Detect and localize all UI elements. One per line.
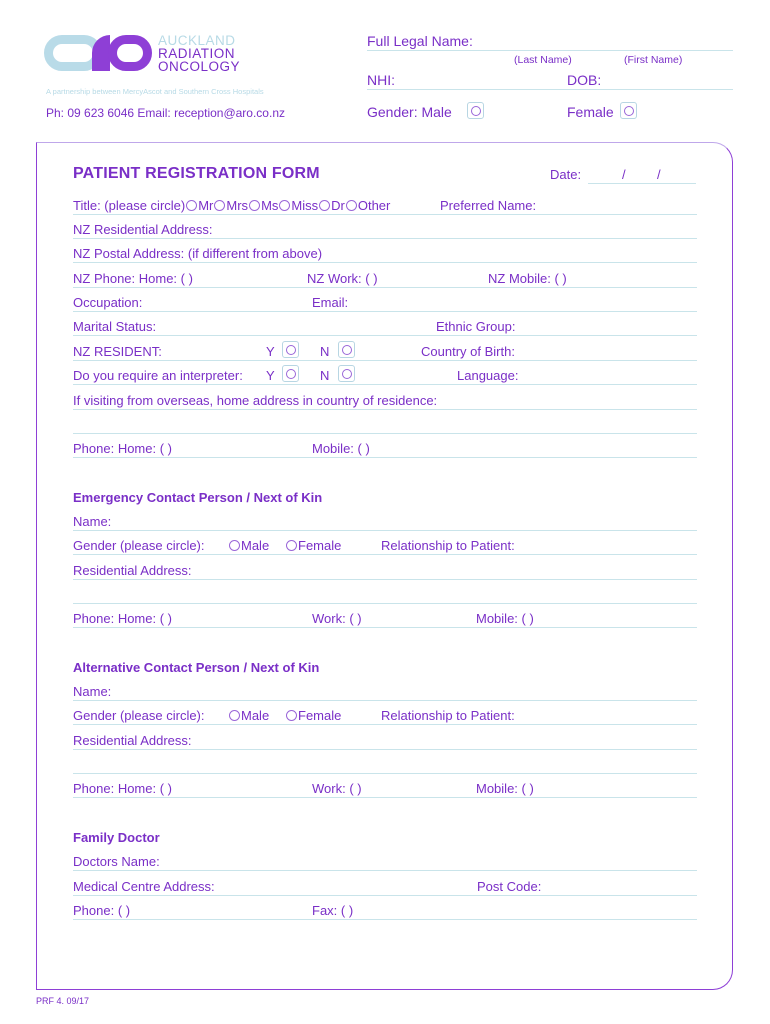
date-slash-2: /: [657, 167, 661, 182]
alternative-address-line-2[interactable]: [73, 773, 697, 774]
resident-line[interactable]: [73, 360, 697, 361]
alternative-phone-line[interactable]: [73, 797, 697, 798]
overseas-line-1[interactable]: [73, 409, 697, 410]
country-of-birth-label: Country of Birth:: [421, 344, 515, 359]
emergency-name-line[interactable]: [73, 530, 697, 531]
title-mr-circle[interactable]: [186, 200, 197, 211]
alternative-female-option[interactable]: [285, 708, 341, 723]
title-label: Title: (please circle): [73, 198, 186, 213]
doctor-name-line[interactable]: [73, 870, 697, 871]
logo-o-shape: [108, 35, 152, 71]
emergency-female-circle[interactable]: [286, 540, 297, 551]
postal-address-label: NZ Postal Address: (if different from above): [73, 246, 323, 261]
title-other-circle[interactable]: [346, 200, 357, 211]
alternative-gender-line[interactable]: [73, 724, 697, 725]
title-miss[interactable]: Miss: [291, 198, 319, 213]
ethnic-group-label: Ethnic Group:: [436, 319, 516, 334]
emergency-gender-line[interactable]: [73, 554, 697, 555]
doctor-phone-label: Phone: ( ): [73, 903, 131, 918]
tagline: A partnership between MercyAscot and Southern Cross Hospitals: [46, 87, 264, 96]
alternative-male-circle[interactable]: [229, 710, 240, 721]
brand-line-2: RADIATION: [158, 46, 236, 61]
nz-phone-home-label: NZ Phone: Home: ( ): [73, 271, 193, 286]
emergency-address-line-2[interactable]: [73, 603, 697, 604]
alternative-address-label: Residential Address:: [73, 733, 192, 748]
marital-line[interactable]: [73, 335, 697, 336]
emergency-relationship-label: Relationship to Patient:: [381, 538, 515, 553]
contact-info: Ph: 09 623 6046 Email: reception@aro.co.nz: [46, 106, 285, 120]
overseas-phone-line[interactable]: [73, 457, 697, 458]
emergency-phone-line[interactable]: [73, 627, 697, 628]
full-legal-name-line[interactable]: [367, 50, 733, 51]
resident-yes-label: Y: [266, 344, 275, 359]
overseas-label: If visiting from overseas, home address in country of residence:: [73, 393, 438, 408]
title-ms[interactable]: Ms: [261, 198, 279, 213]
alternative-heading: Alternative Contact Person / Next of Kin: [73, 660, 320, 675]
emergency-female-option[interactable]: [285, 538, 341, 553]
doctor-name-label: Doctors Name:: [73, 854, 160, 869]
gender-female-radio[interactable]: [620, 102, 637, 119]
interpreter-no-label: N: [320, 368, 330, 383]
date-line[interactable]: [588, 183, 696, 184]
resident-no-radio[interactable]: [338, 341, 355, 358]
alternative-phone-home-label: Phone: Home: ( ): [73, 781, 172, 796]
interpreter-label: Do you require an interpreter:: [73, 368, 243, 383]
title-mrs-circle[interactable]: [214, 200, 225, 211]
alternative-name-label: Name:: [73, 684, 112, 699]
emergency-mobile-label: Mobile: ( ): [476, 611, 534, 626]
title-line[interactable]: [73, 214, 697, 215]
medical-centre-label: Medical Centre Address:: [73, 879, 215, 894]
form-title: PATIENT REGISTRATION FORM: [73, 165, 320, 182]
occupation-label: Occupation:: [73, 295, 143, 310]
marital-status-label: Marital Status:: [73, 319, 157, 334]
last-name-hint: (Last Name): [514, 54, 572, 66]
emergency-phone-home-label: Phone: Home: ( ): [73, 611, 172, 626]
interpreter-no-radio[interactable]: [338, 365, 355, 382]
alternative-female-circle[interactable]: [286, 710, 297, 721]
title-dr[interactable]: Dr: [331, 198, 345, 213]
alternative-relationship-label: Relationship to Patient:: [381, 708, 515, 723]
emergency-gender-label: Gender (please circle):: [73, 538, 205, 553]
title-other[interactable]: Other: [357, 198, 391, 213]
email-label: Email:: [312, 295, 349, 310]
title-row: [73, 198, 390, 213]
first-name-hint: (First Name): [624, 54, 683, 66]
emergency-male-circle[interactable]: [229, 540, 240, 551]
interpreter-yes-radio[interactable]: [282, 365, 299, 382]
alternative-name-line[interactable]: [73, 700, 697, 701]
brand-line-1: AUCKLAND: [158, 33, 236, 48]
residential-address-line[interactable]: [73, 238, 697, 239]
title-miss-circle[interactable]: [279, 200, 290, 211]
nz-resident-label: NZ RESIDENT:: [73, 344, 162, 359]
emergency-male-label[interactable]: Male: [241, 538, 270, 553]
resident-yes-radio[interactable]: [282, 341, 299, 358]
emergency-male-option[interactable]: [228, 538, 269, 553]
nhi-label: NHI:: [367, 72, 395, 88]
dob-label: DOB:: [567, 72, 602, 88]
gender-male-radio[interactable]: [467, 102, 484, 119]
alternative-female-label[interactable]: Female: [298, 708, 342, 723]
resident-no-label: N: [320, 344, 330, 359]
full-legal-name-label: Full Legal Name:: [367, 33, 473, 49]
title-ms-circle[interactable]: [249, 200, 260, 211]
language-label: Language:: [457, 368, 519, 383]
emergency-heading: Emergency Contact Person / Next of Kin: [73, 490, 323, 505]
doctor-fax-label: Fax: ( ): [312, 903, 354, 918]
emergency-address-line-1[interactable]: [73, 579, 697, 580]
alternative-work-label: Work: ( ): [312, 781, 362, 796]
alternative-address-line-1[interactable]: [73, 749, 697, 750]
alternative-male-option[interactable]: [228, 708, 269, 723]
overseas-phone-home-label: Phone: Home: ( ): [73, 441, 172, 456]
medical-centre-line[interactable]: [73, 895, 697, 896]
nz-work-label: NZ Work: ( ): [307, 271, 378, 286]
alternative-gender-label: Gender (please circle):: [73, 708, 205, 723]
emergency-address-label: Residential Address:: [73, 563, 192, 578]
emergency-work-label: Work: ( ): [312, 611, 362, 626]
nz-phone-line[interactable]: [73, 287, 697, 288]
overseas-mobile-label: Mobile: ( ): [312, 441, 370, 456]
doctor-phone-line[interactable]: [73, 919, 697, 920]
gender-male-label: Gender: Male: [367, 104, 452, 120]
interpreter-line[interactable]: [73, 384, 697, 385]
post-code-label: Post Code:: [477, 879, 542, 894]
emergency-female-label[interactable]: Female: [298, 538, 342, 553]
occupation-line[interactable]: [73, 311, 697, 312]
nhi-dob-line[interactable]: [367, 89, 733, 90]
date-label: Date:: [550, 167, 582, 182]
form-code: PRF 4. 09/17: [36, 996, 90, 1006]
overseas-line-2[interactable]: [73, 433, 697, 434]
doctor-heading: Family Doctor: [73, 830, 160, 845]
title-dr-circle[interactable]: [319, 200, 330, 211]
residential-address-label: NZ Residential Address:: [73, 222, 213, 237]
nz-mobile-label: NZ Mobile: ( ): [488, 271, 567, 286]
title-mrs[interactable]: Mrs: [226, 198, 249, 213]
postal-address-line[interactable]: [73, 262, 697, 263]
gender-female-label: Female: [567, 104, 614, 120]
interpreter-yes-label: Y: [266, 368, 275, 383]
preferred-name-label: Preferred Name:: [440, 198, 537, 213]
title-mr[interactable]: Mr: [198, 198, 214, 213]
alternative-male-label[interactable]: Male: [241, 708, 270, 723]
alternative-mobile-label: Mobile: ( ): [476, 781, 534, 796]
date-slash-1: /: [622, 167, 626, 182]
emergency-name-label: Name:: [73, 514, 112, 529]
brand-line-3: ONCOLOGY: [158, 59, 241, 74]
